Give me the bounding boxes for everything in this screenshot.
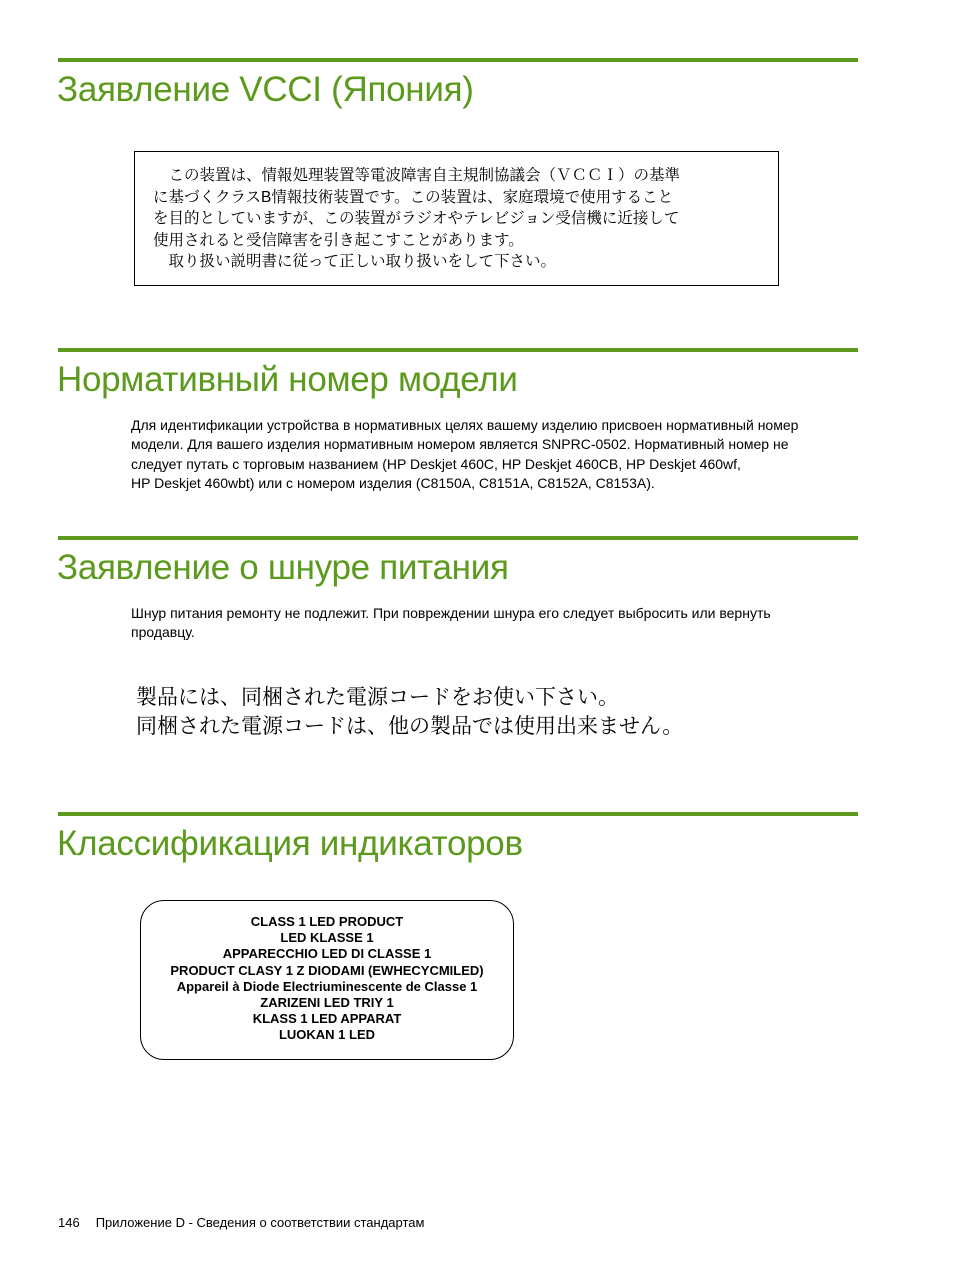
footer-text: Приложение D - Сведения о соответствии стандартам <box>95 1215 425 1230</box>
label-line: CLASS 1 LED PRODUCT <box>250 914 404 929</box>
section-divider <box>58 348 858 352</box>
label-line: KLASS 1 LED APPARAT <box>252 1011 402 1027</box>
label-line: LED KLASSE 1 <box>280 930 374 946</box>
heading-led-classification: Классификация индикаторов <box>57 824 523 863</box>
heading-vcci: Заявление VCCI (Япония) <box>57 70 474 109</box>
led-class-label <box>140 900 514 1060</box>
heading-model-number: Нормативный номер модели <box>57 360 518 399</box>
model-number-paragraph <box>131 416 851 493</box>
paragraph-line: HP Deskjet 460wbt) или с номером изделия (C8150A, C8151A, C8152A, C8153A). <box>131 474 655 491</box>
paragraph-line: Шнур питания ремонту не подлежит. При повреждении шнура его следует выбросить или вернуть <box>131 605 771 621</box>
power-cord-japanese-notice <box>136 683 683 741</box>
section-divider <box>58 58 858 62</box>
notice-line: 製品には、同梱された電源コードをお使い下さい。 <box>136 686 619 709</box>
label-line: ZARIZENI LED TRIY 1 <box>260 995 394 1011</box>
paragraph-line: продавцу. <box>131 624 195 641</box>
label-line: Appareil à Diode Electriuminescente de Classe 1 <box>176 978 478 994</box>
paragraph-line: модели. Для вашего изделия нормативным номером является SNPRC-0502. Нормативный номер не <box>131 436 789 453</box>
notice-line: 取り扱い説明書に従って正しい取り扱いをして下さい。 <box>153 253 557 271</box>
label-line: LUOKAN 1 LED <box>278 1027 376 1043</box>
vcci-notice-box <box>134 151 779 286</box>
power-cord-paragraph <box>131 604 851 643</box>
section-divider <box>58 812 858 816</box>
page-footer <box>58 1215 424 1230</box>
notice-line: 使用されると受信障害を引き起こすことがあります。 <box>153 231 524 249</box>
notice-line: 同梱された電源コードは、他の製品では使用出来ません。 <box>136 715 684 738</box>
section-divider <box>58 536 858 540</box>
page-number: 146 <box>58 1215 80 1230</box>
heading-power-cord: Заявление о шнуре питания <box>57 548 509 587</box>
label-line: APPARECCHIO LED DI CLASSE 1 <box>222 946 432 962</box>
label-line: PRODUCT CLASY 1 Z DIODAMI (EWHECYCMILED) <box>170 962 484 978</box>
notice-line: を目的としていますが、この装置がラジオやテレビジョン受信機に近接して <box>153 210 680 228</box>
notice-line: この装置は、情報処理装置等電波障害自主規制協議会（ＶＣＣＩ）の基準 <box>153 167 681 184</box>
paragraph-line: Для идентификации устройства в нормативных целях вашему изделию присвоен нормативный номер <box>131 417 799 433</box>
notice-line: に基づくクラスB情報技術装置です。この装置は、家庭環境で使用すること <box>153 188 674 206</box>
paragraph-line: следует путать с торговым названием (HP Deskjet 460C, HP Deskjet 460CB, HP Deskjet 460wf, <box>131 455 741 472</box>
